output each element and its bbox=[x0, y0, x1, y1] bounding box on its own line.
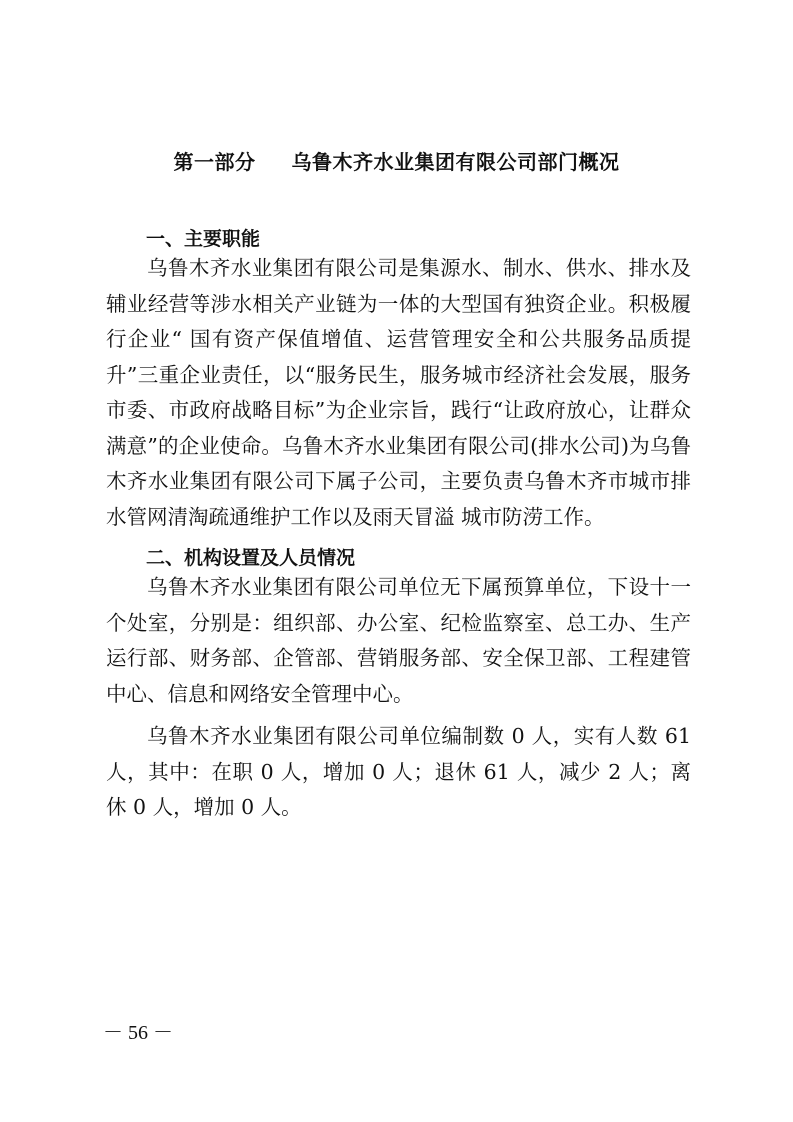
title-part-label: 第一部分 bbox=[173, 150, 256, 174]
paragraph-main-functions: 乌鲁木齐水业集团有限公司是集源水、制水、供水、排水及辅业经营等涉水相关产业链为一体的大型国有独资企业。积极履行企业“ 国有资产保值增值、运营管理安全和公共服务品质提升”三重企业责任，以“服务民生，服务城市经济社会发展，服务市委、市政府战略目标”为企业宗旨，践行“让政府放心，让群众满意”的企业使命。乌鲁木齐水业集团有限公司(排水公司)为乌鲁木齐水业集团有限公司下属子公司，主要负责乌鲁木齐市城市排水管网清淘疏通维护工作以及雨天冒溢 城市防涝工作。 bbox=[106, 256, 691, 529]
section-heading-organization-staff: 二、机构设置及人员情况 bbox=[146, 547, 356, 569]
page-title bbox=[0, 146, 793, 175]
paragraph-organization: 乌鲁木齐水业集团有限公司单位无下属预算单位，下设十一个处室，分别是：组织部、办公室、纪检监察室、总工办、生产运行部、财务部、企管部、营销服务部、安全保卫部、工程建管中心、信息和网络安全管理中心。 bbox=[106, 575, 691, 706]
section-heading-main-functions: 一、主要职能 bbox=[146, 228, 261, 250]
paragraph-staffing: 乌鲁木齐水业集团有限公司单位编制数 0 人，实有人数 61 人，其中：在职 0 人，增加 0 人；退休 61 人，减少 2 人；离休 0 人，增加 0 人。 bbox=[106, 724, 691, 819]
title-name: 乌鲁木齐水业集团有限公司部门概况 bbox=[291, 150, 620, 174]
page-number: － 56 － bbox=[103, 1022, 173, 1044]
